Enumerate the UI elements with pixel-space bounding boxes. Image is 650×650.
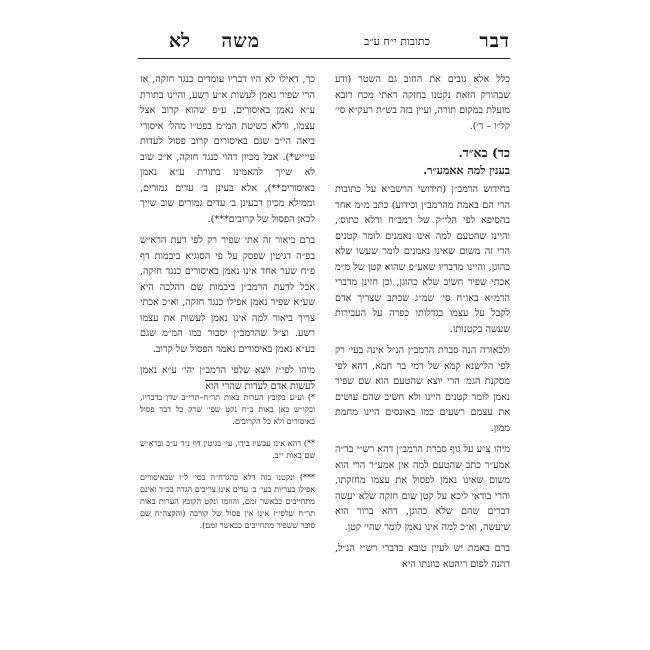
- footnote: *) וע״ע בקובץ הערות באות תר״ח–תרי״ב שדן בדבריו, ובקו״ש כאן באות ב״ח נקט שפי׳ שרק כל דבר פסול באיסורים ולא כל הקרובים.: [140, 393, 315, 426]
- paragraph: כך, דאילו לא היו דבריו עומדים כנגד חזקה, אז הרי שפיר נאמן לעשות א״ע רשע, והיינו בתורת ע״א נאמן באיסורים, ע״פ שהוא קרוב אצל עצמו, ודלא כשיטת המ״מ בפט״ו מהל׳ איסורי ביאה הי״ב שגם באיסורים קרוב פסול לעדות עיי״ש*). אבל מכיון דהוי כנגד חזקה, א״כ שוב לא שייך להאמינו בתורת ע״א נאמן באיסורים**), אלא בעינן ב׳ עדים גמורים, וממילא מכיון דבעינן ב׳ עדים גמורים שוב שייך לכאן הפסול של קרובים***).: [140, 74, 315, 225]
- left-text-column: [140, 72, 315, 394]
- paragraph: ולכאורה הנה סברת הרמב״ן הנ״ל אינה בעי׳ רק לפי הלישנא קמא של רמי בר חמא, דהא לפי מסקנת הגמ׳ הרי יוצא שהטעם הוא שם שפיר נאמן לומר קטנים היינו ולא חשיב שהם עושים את עצמם רשעים כמו באונסים היינו מחמת ממון.: [335, 345, 510, 434]
- header-reference: כתובות י״ח ע״ב: [364, 35, 430, 48]
- header-page-number: לא: [168, 30, 190, 52]
- paragraph: בחידוש הרמב״ן (חידושי הרשב״א על כתובות הרי הם באמת מהרמב״ן וכידוע) כתב מ״מ אחר בהסיפא לפי הלי״ק של רמב״ח ודלא כתוס׳, והיינו שהטעם למה אינו נאמנים לומר קטנים הרי זה משום שאינו נאמנים לומר שעשו שלא כהוגן, והיינו מדבריו שאע״פ שהוא קטן של מ״מ אכתי שפיר חשיב שלא כהוגן, וכן חזינן מדברי הרמ״א באו״ח סי׳ שמ״ג שכתב שצריך אדם לקבל על עצמו בגדלותו כפרה על העבירות שעשה בקטנותו.: [335, 184, 510, 335]
- section-number: כד) בא״ד.: [458, 145, 510, 160]
- footnote: ***) ונקטנו בזה דלא כהגרח״ה בסי׳ ל״ו שבאיסורים אפילו בעריות בעי׳ ב׳ עדים אינו צריכים הגדה בב״ד ואינם מתחייבים כבאשר זמם, והוזמו ונקט הקובץ הערות באות תר״ח שלפי״ז אינו אין פסול של קורבה (והקצה״ח שם סובר ששפיר מתחייבים כבאשר זמם).: [140, 473, 315, 530]
- paragraph: כלל אלא גובים את החוב גם השטר (ודע שבהורק הזאת נקטנו בחזקה דאתי מכח רובא מועלת במקום תורה, ועיין בזה בש״ת רעק״א סי׳ קל״ו – ד׳).: [335, 74, 510, 132]
- section-title: בענין למה אאמע״ר.: [423, 164, 510, 177]
- header-book-word: דבר: [479, 30, 510, 52]
- running-header: [138, 30, 510, 54]
- header-rule: [138, 58, 510, 59]
- header-title: משה: [221, 30, 260, 52]
- footnotes: [140, 392, 315, 542]
- paragraph: מיהו צ״ע על גוף סברת הרמב״ן דהא רש״י בד״ה אמע״ר כתב שהטעם למה אין אמע״ר הרי הוא משום שאינו נאמן לפסול את עצמו מחזקתו, והרי בודאי ליכא על קטן שום חזקה שלא יעשה דברים שהם שלא כהוגן, דהא ברור הוא שיעשה, וא״כ למה אינו נאמן לומר שהי׳ קטן.: [335, 444, 510, 533]
- footnote: **) דהא אינו עכשיו בידו, עי׳ בגיטין דף נ״ד ע״ב וברא״ש שם באות י״ב.: [140, 439, 315, 460]
- right-text-column: [335, 72, 510, 572]
- paragraph: מיהו לפי״ז יוצא שלפי הרמב״ן יהי׳ ע״א נאמן לעשות אדם לעדות שהרי הוא: [140, 365, 315, 392]
- footnote-rule: [205, 380, 315, 381]
- paragraph: ברם ביאור זה אתי שפיר רק לפי דעת הרא״ש בפ״ה דגיטין שפסק על פי הסוגיא ביבמות דף פ״ח שער אחד אינו נאמן באיסורים כנגד חזקה, אבל לדעת הרמב״ן ביבמות שם דהלכה היא שע״א שפיר נאמן אפילו כנגד חזקה, וא״כ אכתי צריך ביאור למה אינו נאמן לעשות את עצמו רשע. וצ״ל שהרמב״ן יסבור כמו המ״מ שגם בע״א נאמן באיסורים נאמר הפסול של קרוב.: [140, 235, 315, 355]
- paragraph: ברם באמת יש לעיין טובא בדברי רש״י הנ״ל, דהנה לפום ריהטא כוונתו היא: [335, 543, 510, 570]
